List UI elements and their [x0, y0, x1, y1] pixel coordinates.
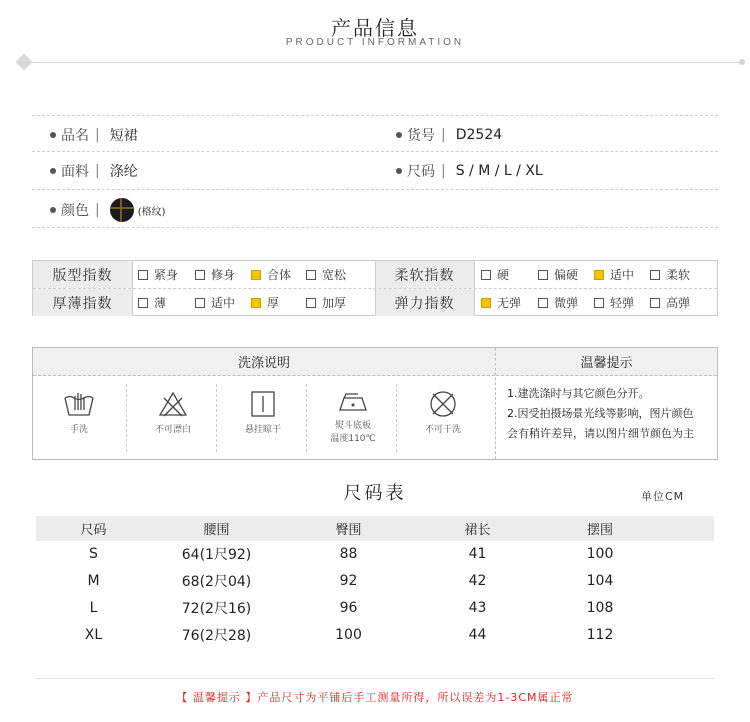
- info-fabric-label: 面料: [61, 164, 89, 180]
- hand-wash-icon: [62, 390, 96, 418]
- option-medium[interactable]: [594, 261, 634, 288]
- footer-notice: 【 温馨提示 】产品尺寸为平铺后手工测量所得，所以误差为1-3CM属正常: [176, 691, 574, 704]
- table-cell: 88: [339, 546, 358, 562]
- color-swatch[interactable]: [110, 198, 134, 222]
- care-hand-wash: [35, 376, 123, 459]
- tip-line: 会有稍许差异，请以图片细节颜色为主: [507, 427, 694, 440]
- table-cell: 64(1尺92): [181, 547, 252, 563]
- checkbox-icon: [138, 298, 148, 308]
- separator: |: [441, 127, 446, 143]
- info-fabric: [50, 161, 138, 181]
- care-label-temp: 温度110℃: [330, 434, 376, 444]
- column-header: 腰围: [203, 523, 230, 538]
- table-row: [36, 622, 714, 649]
- option-tight[interactable]: [138, 261, 178, 288]
- iron-icon: [336, 390, 370, 414]
- divider: [375, 261, 376, 315]
- info-fabric-value: 涤纶: [109, 164, 138, 180]
- size-table: [36, 516, 714, 649]
- divider: [216, 384, 217, 452]
- option-label: 柔软: [666, 268, 691, 282]
- care-no-dry-clean: [399, 376, 487, 459]
- care-no-bleach: [129, 376, 217, 459]
- bullet-icon: [50, 132, 56, 138]
- info-size-value: S / M / L / XL: [455, 163, 543, 179]
- table-cell: 100: [335, 627, 362, 643]
- table-cell: 112: [586, 627, 614, 643]
- index-head-elasticity: 弹力指数: [375, 289, 474, 316]
- table-row: [36, 595, 714, 622]
- option-thin[interactable]: [138, 289, 166, 316]
- info-sku: [396, 125, 502, 145]
- index-head-softness: 柔软指数: [375, 261, 474, 288]
- tip-line: 2.因受拍摄场景光线等影响，图片颜色: [507, 407, 694, 420]
- divider: [126, 384, 127, 452]
- care-iron: [309, 376, 397, 459]
- option-label: 紧身: [154, 268, 179, 282]
- divider: [32, 189, 718, 190]
- info-size: [396, 161, 543, 181]
- option-moderate[interactable]: [195, 289, 235, 316]
- option-label: 硬: [497, 268, 510, 282]
- option-soft[interactable]: [650, 261, 690, 288]
- table-cell: 100: [586, 546, 614, 562]
- info-color-label: 颜色: [61, 203, 89, 219]
- table-cell: L: [89, 600, 98, 616]
- option-thick[interactable]: [251, 289, 279, 316]
- bullet-icon: [396, 132, 402, 138]
- checkbox-checked-icon: [251, 298, 261, 308]
- option-no-stretch[interactable]: [481, 289, 521, 316]
- info-color-value: (格纹): [137, 206, 166, 218]
- checkbox-icon: [650, 298, 660, 308]
- option-loose[interactable]: [306, 261, 346, 288]
- wash-title: 洗涤说明: [33, 348, 495, 376]
- tips-text: [507, 384, 715, 444]
- bullet-icon: [50, 168, 56, 174]
- care-label: 熨斗底板: [334, 421, 371, 431]
- checkbox-icon: [306, 270, 316, 280]
- dot-ornament: [739, 59, 745, 65]
- hang-dry-icon: [249, 390, 277, 418]
- option-slight-stretch[interactable]: [538, 289, 578, 316]
- table-cell: 108: [586, 600, 614, 616]
- option-label: 高弹: [666, 296, 691, 310]
- info-color: [50, 198, 166, 222]
- separator: |: [95, 202, 100, 218]
- table-cell: 72(2尺16): [181, 601, 252, 617]
- care-label: 悬挂晾干: [244, 425, 281, 435]
- size-table-header: [36, 516, 714, 541]
- no-dry-clean-icon: [428, 390, 458, 418]
- care-label: 不可漂白: [154, 425, 191, 435]
- table-cell: 44: [468, 627, 487, 643]
- care-hang-dry: [219, 376, 307, 459]
- option-light-stretch[interactable]: [594, 289, 634, 316]
- page-title: 产品信息: [331, 16, 419, 40]
- separator: |: [95, 163, 100, 179]
- table-row: [36, 541, 714, 568]
- divider: [306, 384, 307, 452]
- option-label: 厚: [267, 296, 280, 310]
- info-sku-label: 货号: [407, 128, 435, 144]
- table-cell: 68(2尺04): [181, 574, 252, 590]
- tips-title: 温馨提示: [496, 348, 717, 376]
- option-label: 宽松: [322, 268, 347, 282]
- option-label: 合体: [267, 268, 292, 282]
- no-bleach-icon: [158, 390, 188, 418]
- divider: [32, 115, 718, 116]
- divider: [396, 384, 397, 452]
- option-label: 加厚: [322, 296, 347, 310]
- checkbox-icon: [138, 270, 148, 280]
- table-cell: 41: [468, 546, 487, 562]
- size-table-title: 尺码表: [343, 483, 407, 504]
- option-hard[interactable]: [481, 261, 509, 288]
- table-cell: S: [89, 546, 98, 562]
- divider: [495, 348, 496, 459]
- care-table: [32, 347, 718, 460]
- table-cell: M: [87, 573, 100, 589]
- bullet-icon: [396, 168, 402, 174]
- checkbox-icon: [481, 270, 491, 280]
- column-header: 裙长: [464, 523, 491, 538]
- checkbox-icon: [195, 270, 205, 280]
- option-label: 微弹: [554, 296, 579, 310]
- column-header: 臀围: [335, 523, 362, 538]
- index-table: [32, 260, 718, 316]
- separator: |: [95, 127, 100, 143]
- info-size-label: 尺码: [407, 164, 435, 180]
- table-cell: 42: [468, 573, 487, 589]
- option-slim[interactable]: [195, 261, 235, 288]
- divider: [132, 261, 133, 315]
- info-name-value: 短裙: [109, 128, 138, 144]
- info-sku-value: D2524: [455, 127, 503, 143]
- tip-line: 1.建洗涤时与其它颜色分开。: [507, 387, 650, 400]
- divider: [36, 678, 714, 679]
- option-label: 修身: [211, 268, 236, 282]
- separator: |: [441, 163, 446, 179]
- table-cell: 76(2尺28): [181, 628, 252, 644]
- column-header: 摆围: [586, 523, 613, 538]
- option-firm[interactable]: [538, 261, 578, 288]
- table-cell: 104: [586, 573, 614, 589]
- info-name-label: 品名: [61, 128, 89, 144]
- info-name: [50, 125, 138, 145]
- divider: [474, 261, 475, 315]
- checkbox-icon: [650, 270, 660, 280]
- table-cell: 43: [468, 600, 487, 616]
- checkbox-checked-icon: [481, 298, 491, 308]
- care-label: 手洗: [69, 425, 88, 435]
- divider: [32, 151, 718, 152]
- index-head-thickness: 厚薄指数: [33, 289, 132, 316]
- table-row: [36, 568, 714, 595]
- option-regular[interactable]: [251, 261, 291, 288]
- divider: [32, 227, 718, 228]
- checkbox-checked-icon: [594, 270, 604, 280]
- option-label: 轻弹: [610, 296, 635, 310]
- checkbox-icon: [195, 298, 205, 308]
- care-label: 不可干洗: [424, 425, 461, 435]
- bullet-icon: [50, 207, 56, 213]
- option-label: 无弹: [497, 296, 522, 310]
- checkbox-icon: [306, 298, 316, 308]
- header-divider: [20, 62, 744, 63]
- size-unit: 单位CM: [641, 490, 685, 503]
- page-subtitle: PRODUCT INFORMATION: [285, 37, 465, 48]
- table-cell: 92: [339, 573, 358, 589]
- option-high-stretch[interactable]: [650, 289, 690, 316]
- table-cell: XL: [84, 627, 103, 643]
- checkbox-icon: [538, 298, 548, 308]
- column-header: 尺码: [80, 523, 107, 538]
- checkbox-checked-icon: [251, 270, 261, 280]
- option-label: 适中: [610, 268, 635, 282]
- option-label: 适中: [211, 296, 236, 310]
- option-label: 偏硬: [554, 268, 579, 282]
- option-label: 薄: [154, 296, 167, 310]
- checkbox-icon: [594, 298, 604, 308]
- index-head-fit: 版型指数: [33, 261, 132, 288]
- table-cell: 96: [339, 600, 358, 616]
- option-extra-thick[interactable]: [306, 289, 346, 316]
- checkbox-icon: [538, 270, 548, 280]
